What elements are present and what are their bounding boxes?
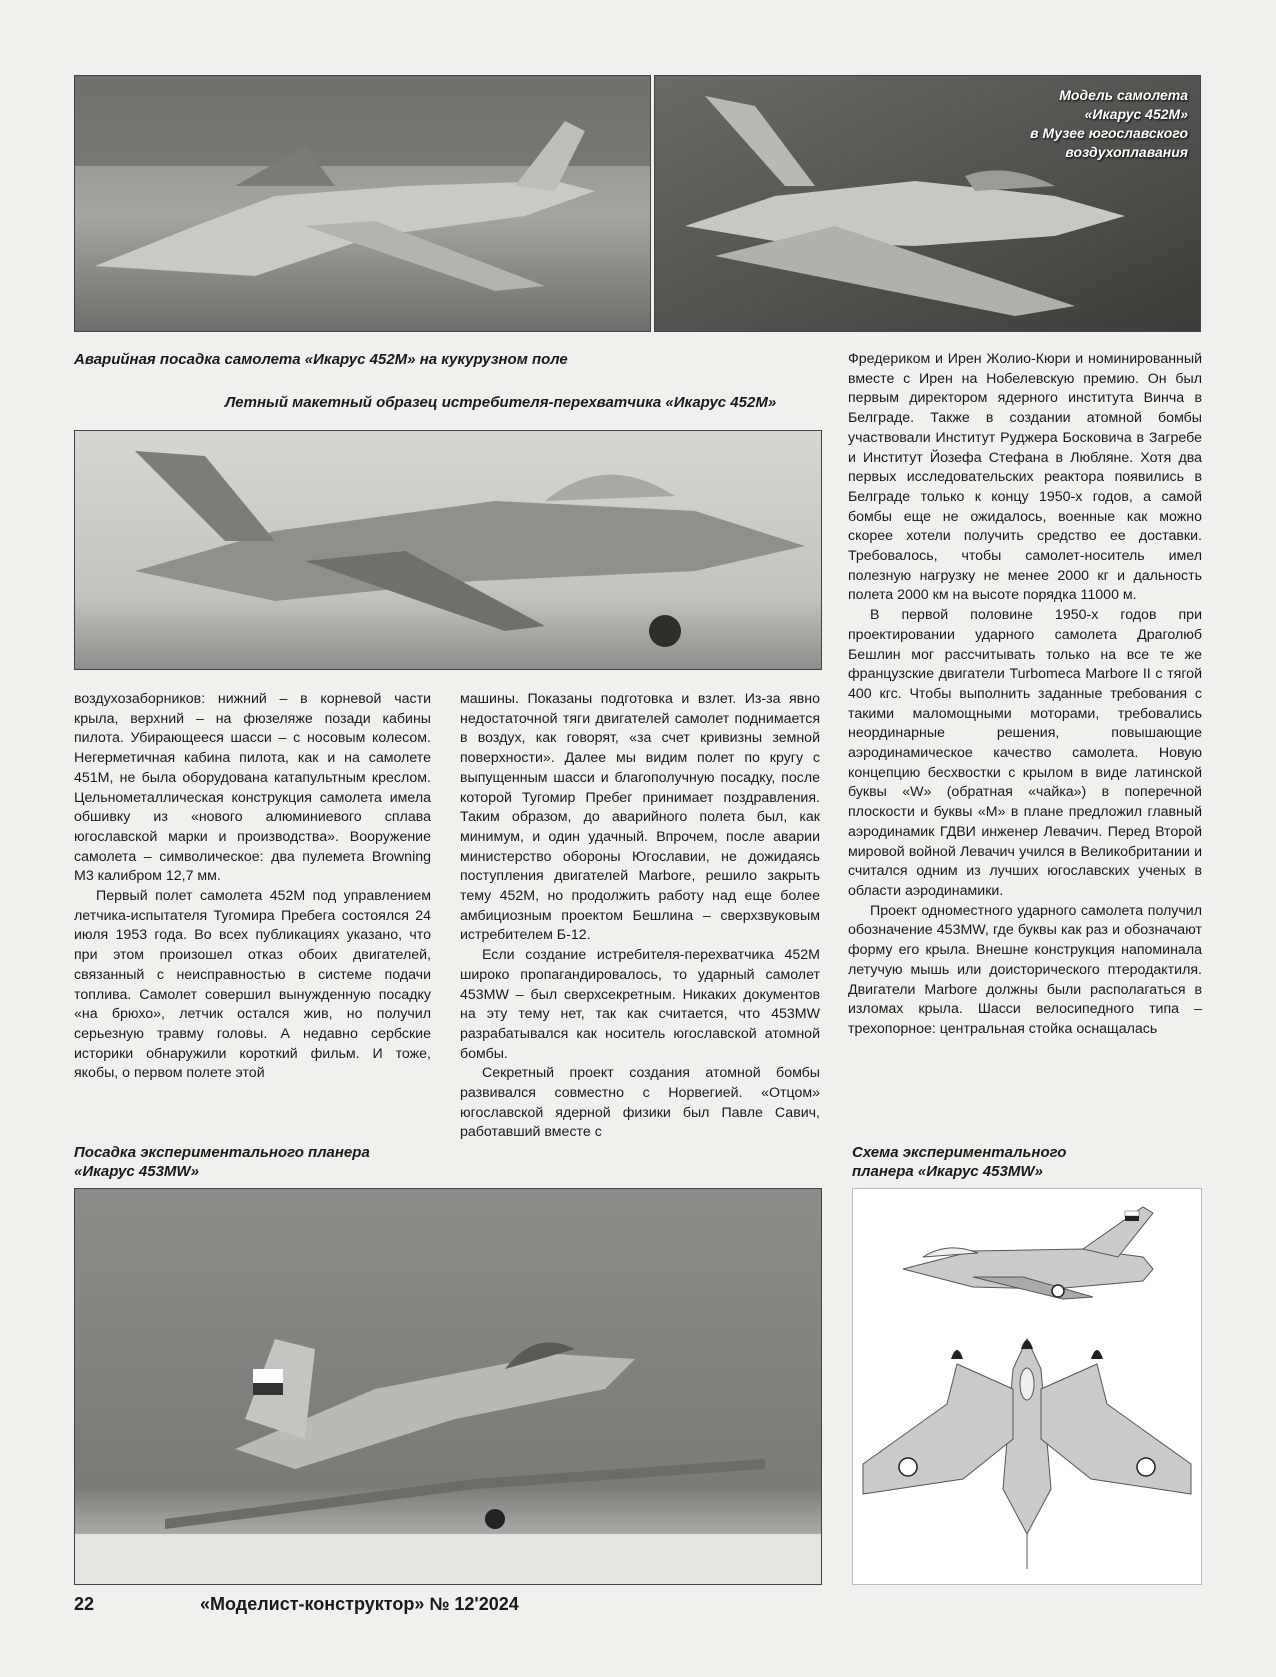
article-column-3 [848,350,1202,1040]
article-column-2 [460,690,820,1143]
scheme-caption: Схема экспериментального планера «Икарус 453MW» [852,1144,1067,1180]
paragraph: Первый полет самолета 452М под управлением летчика-испытателя Тугомира Пребега состоялся 24 июля 1953 года. Во всех публикациях указано, что при этом произошел отказ обоих двигателей, связанный с неисправностью в системе подачи топлива. Самолет совершил вынужденную посадку «на брюхо», летчик остался жив, но получил серьезную травму головы. А недавно сербские историки обнаружили короткий фильм. И тоже, якобы, о первом полете этой [74,888,431,1082]
page-number: 22 [74,1594,95,1614]
side-view [903,1207,1153,1299]
magazine-title: «Моделист-конструктор» № 12'2024 [200,1594,519,1614]
museum-caption: Модель самолета «Икарус 452М» в Музее югославского воздухоплавания [1030,87,1188,160]
paragraph: Секретный проект создания атомной бомбы развивался совместно с Норвегией. «Отцом» югославской ядерной физики был Павле Савич, работавший вместе с [460,1065,820,1141]
paragraph: В первой половине 1950-х годов при проектировании ударного самолета Драголюб Бешлин мог рассчитывать только на все те же французские двигатели Turbomeca Marbore II с тягой 400 кгс. Чтобы выполнить заданные требования с такими маломощными моторами, требовались неординарные решения, повышающие аэродинамическое качество самолета. Новую концепцию бесхвостки с крылом в виде латинской буквы «W» (обратная «чайка») в поперечной плоскости и буквы «М» в плане предложил главный аэродинамик ГДВИ инженер Левачич. Перед Второй мировой войной Левачич учился в Великобритании и считался одним из лучших югославских ученых в области аэродинамики. [848,607,1202,899]
photo-crash-landing [74,75,651,332]
scheme-diagram [852,1188,1202,1585]
article-column-1 [74,690,431,1084]
paragraph: машины. Показаны подготовка и взлет. Из-за явно недостаточной тяги двигателей самолет поднимается в воздух, как говорят, «за счет кривизны земной поверхности». Далее мы видим полет по кругу с выпущенным шасси и благополучную посадку, после которой Тугомир Пребег принимает поздравления. Таким образом, до аварийного полета был, как минимум, и один удачный. Впрочем, после аварии министерство обороны Югославии, не дожидаясь поступления двигателей Marbore, решило закрыть тему 452М, но продолжить работу над еще более амбициозным проектом Бешлина – сверхзвуковым истребителем Б-12. [460,691,820,944]
landing-caption: Посадка экспериментального планера «Икарус 453MW» [74,1144,370,1180]
photo-glider-landing [74,1188,822,1585]
paragraph: Фредериком и Ирен Жолио-Кюри и номинированный вместе с Ирен на Нобелевскую премию. Он был первым директором ядерного института Винча в Белграде. Также в создании атомной бомбы участвовали Институт Руджера Босковича в Загребе и Институт Йозефа Стефана в Любляне. Хотя два первых исследовательских реактора появились в Белграде только к концу 1950-х годов, а самой бомбы еще не ожидалось, военные как можно скорее хотели получить средство ее доставки. Требовалось, чтобы самолет-носитель имел полезную нагрузку не менее 2000 кг и дальность полета 2000 км на высоте порядка 11000 м. [848,351,1202,604]
photo-museum-model [654,75,1201,332]
prototype-caption: Летный макетный образец истребителя-перехватчика «Икарус 452М» [225,394,777,411]
paragraph: Если создание истребителя-перехватчика 452М широко пропагандировалось, то ударный самолет 453MW – был сверхсекретным. Никаких документов на эту тему нет, так как считается, что 453MW разрабатывался как носитель югославской атомной бомбы. [460,947,820,1062]
crash-caption: Аварийная посадка самолета «Икарус 452М» на кукурузном поле [74,351,568,368]
paragraph: Проект одноместного ударного самолета получил обозначение 453MW, где буквы как раз и обозначают форму его крыла. Внешне конструкция напоминала летучую мышь или доисторического птеродактиля. Двигатели Marbore должны были располагаться в изломах крыла. Шасси велосипедного типа – трехопорное: центральная стойка оснащалась [848,902,1202,1037]
photo-prototype [74,430,822,670]
paragraph: воздухозаборников: нижний – в корневой части крыла, верхний – на фюзеляже позади кабины пилота. Убирающееся шасси – с носовым колесом. Негерметичная кабина пилота, как и на самолете 451М, не была оборудована катапультным креслом. Цельнометаллическая конструкция самолета имела обшивку из «нового алюминиевого сплава югославской марки и производства». Вооружение самолета – символическое: два пулемета Browning M3 калибром 12,7 мм. [74,691,431,885]
top-view [863,1339,1191,1569]
